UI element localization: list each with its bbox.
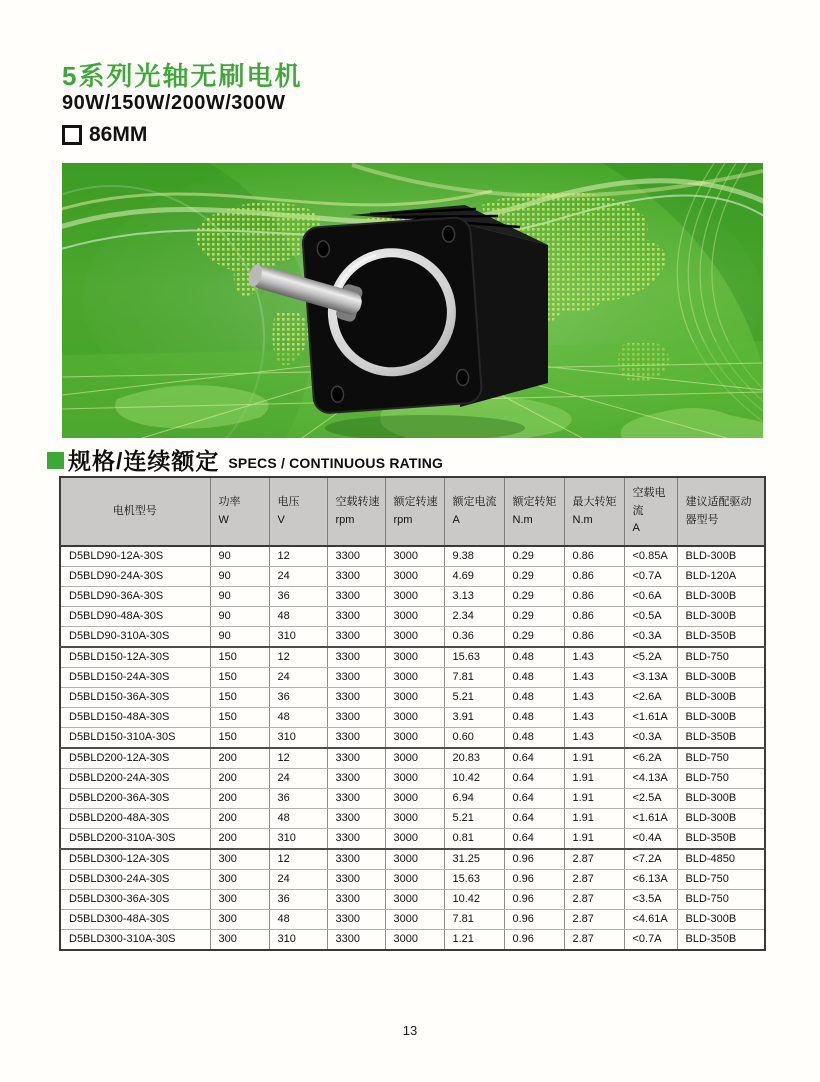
- table-cell: 200: [210, 809, 269, 829]
- table-row: [60, 668, 765, 688]
- table-cell: D5BLD90-310A-30S: [60, 627, 210, 648]
- table-cell: 1.21: [444, 930, 504, 951]
- table-cell: 300: [210, 930, 269, 951]
- table-cell: 3000: [385, 829, 444, 850]
- table-cell: 90: [210, 587, 269, 607]
- table-cell: 10.42: [444, 890, 504, 910]
- table-cell: 15.63: [444, 647, 504, 668]
- table-cell: 24: [269, 870, 327, 890]
- table-cell: 90: [210, 567, 269, 587]
- table-cell: 310: [269, 930, 327, 951]
- table-cell: 3000: [385, 748, 444, 769]
- table-cell: 3000: [385, 546, 444, 567]
- table-cell: 0.48: [504, 728, 564, 749]
- table-cell: 300: [210, 849, 269, 870]
- table-cell: 0.96: [504, 930, 564, 951]
- table-cell: 300: [210, 910, 269, 930]
- table-row: [60, 607, 765, 627]
- column-header: 额定转矩 N.m: [504, 477, 564, 546]
- table-cell: 0.48: [504, 647, 564, 668]
- column-header: 功率 W: [210, 477, 269, 546]
- table-cell: 12: [269, 849, 327, 870]
- table-cell: 20.83: [444, 748, 504, 769]
- column-header: 额定电流 A: [444, 477, 504, 546]
- table-row: [60, 829, 765, 850]
- table-cell: 0.64: [504, 789, 564, 809]
- table-cell: 48: [269, 708, 327, 728]
- table-cell: BLD-300B: [677, 910, 765, 930]
- table-cell: 6.94: [444, 789, 504, 809]
- table-cell: 3300: [327, 668, 385, 688]
- table-cell: 12: [269, 546, 327, 567]
- table-cell: 0.48: [504, 668, 564, 688]
- table-cell: 0.96: [504, 910, 564, 930]
- table-row: [60, 728, 765, 749]
- table-cell: BLD-350B: [677, 627, 765, 648]
- table-cell: 3300: [327, 789, 385, 809]
- motor-banner-image: [62, 163, 763, 438]
- table-cell: BLD-350B: [677, 728, 765, 749]
- table-cell: <6.13A: [624, 870, 677, 890]
- table-row: [60, 748, 765, 769]
- table-cell: D5BLD90-48A-30S: [60, 607, 210, 627]
- table-cell: <0.7A: [624, 930, 677, 951]
- table-cell: 2.87: [564, 890, 624, 910]
- table-cell: 3300: [327, 708, 385, 728]
- table-cell: 3300: [327, 546, 385, 567]
- table-cell: 0.96: [504, 870, 564, 890]
- table-row: [60, 647, 765, 668]
- table-cell: 1.91: [564, 789, 624, 809]
- table-row: [60, 769, 765, 789]
- table-cell: 3.13: [444, 587, 504, 607]
- table-cell: 3300: [327, 809, 385, 829]
- table-cell: 3300: [327, 607, 385, 627]
- table-cell: <4.13A: [624, 769, 677, 789]
- table-cell: 3000: [385, 668, 444, 688]
- table-cell: <1.61A: [624, 809, 677, 829]
- column-header: 电机型号: [60, 477, 210, 546]
- table-cell: 7.81: [444, 668, 504, 688]
- table-cell: 2.87: [564, 930, 624, 951]
- table-cell: D5BLD90-36A-30S: [60, 587, 210, 607]
- table-cell: 0.96: [504, 890, 564, 910]
- table-cell: <3.13A: [624, 668, 677, 688]
- table-cell: 48: [269, 809, 327, 829]
- table-cell: 3000: [385, 930, 444, 951]
- table-cell: 3300: [327, 688, 385, 708]
- table-cell: 3300: [327, 627, 385, 648]
- table-cell: BLD-350B: [677, 829, 765, 850]
- table-cell: <0.85A: [624, 546, 677, 567]
- table-cell: 0.64: [504, 748, 564, 769]
- table-cell: 200: [210, 829, 269, 850]
- table-cell: 200: [210, 789, 269, 809]
- table-row: [60, 567, 765, 587]
- table-cell: 0.86: [564, 607, 624, 627]
- section-title-en: SPECS / CONTINUOUS RATING: [228, 454, 444, 471]
- table-cell: BLD-4850: [677, 849, 765, 870]
- table-cell: D5BLD150-24A-30S: [60, 668, 210, 688]
- page-number: 13: [402, 1023, 418, 1038]
- specs-table: [59, 476, 766, 951]
- table-cell: D5BLD90-24A-30S: [60, 567, 210, 587]
- table-cell: D5BLD200-310A-30S: [60, 829, 210, 850]
- table-row: [60, 870, 765, 890]
- table-cell: 10.42: [444, 769, 504, 789]
- table-cell: 1.43: [564, 728, 624, 749]
- table-cell: 3000: [385, 910, 444, 930]
- table-cell: BLD-300B: [677, 688, 765, 708]
- table-cell: 36: [269, 789, 327, 809]
- table-cell: D5BLD150-48A-30S: [60, 708, 210, 728]
- table-cell: D5BLD300-24A-30S: [60, 870, 210, 890]
- table-row: [60, 890, 765, 910]
- table-row: [60, 627, 765, 648]
- table-cell: <2.6A: [624, 688, 677, 708]
- table-cell: 150: [210, 668, 269, 688]
- table-cell: 2.87: [564, 870, 624, 890]
- table-cell: BLD-300B: [677, 708, 765, 728]
- table-cell: BLD-300B: [677, 789, 765, 809]
- power-range-subtitle: 90W/150W/200W/300W: [62, 92, 286, 114]
- table-cell: 4.69: [444, 567, 504, 587]
- table-cell: 12: [269, 748, 327, 769]
- table-cell: BLD-750: [677, 748, 765, 769]
- table-cell: 3000: [385, 708, 444, 728]
- table-cell: 0.60: [444, 728, 504, 749]
- table-cell: BLD-750: [677, 870, 765, 890]
- table-cell: 3300: [327, 769, 385, 789]
- table-cell: 0.64: [504, 809, 564, 829]
- table-cell: 0.48: [504, 708, 564, 728]
- table-cell: 3000: [385, 870, 444, 890]
- table-cell: 0.96: [504, 849, 564, 870]
- frame-size-label: 86MM: [89, 123, 148, 146]
- specs-table-body: [60, 546, 765, 950]
- table-cell: 1.43: [564, 668, 624, 688]
- table-cell: 200: [210, 748, 269, 769]
- column-header: 电压 V: [269, 477, 327, 546]
- table-cell: <4.61A: [624, 910, 677, 930]
- table-cell: 310: [269, 829, 327, 850]
- table-cell: 0.29: [504, 627, 564, 648]
- page-title: 5系列光轴无刷电机: [62, 61, 303, 91]
- table-cell: 3000: [385, 567, 444, 587]
- table-cell: BLD-300B: [677, 809, 765, 829]
- table-cell: 3300: [327, 748, 385, 769]
- table-cell: BLD-750: [677, 647, 765, 668]
- table-cell: D5BLD300-12A-30S: [60, 849, 210, 870]
- table-cell: 3300: [327, 930, 385, 951]
- table-cell: 310: [269, 627, 327, 648]
- table-cell: 0.29: [504, 546, 564, 567]
- column-header: 建议适配驱动器型号: [677, 477, 765, 546]
- table-cell: 310: [269, 728, 327, 749]
- table-row: [60, 688, 765, 708]
- table-cell: 5.21: [444, 688, 504, 708]
- table-row: [60, 546, 765, 567]
- table-cell: 0.29: [504, 567, 564, 587]
- table-cell: 1.91: [564, 829, 624, 850]
- table-cell: 0.36: [444, 627, 504, 648]
- table-cell: <0.7A: [624, 567, 677, 587]
- section-title-cn: 规格/连续额定: [68, 448, 220, 474]
- table-cell: 1.43: [564, 688, 624, 708]
- table-cell: BLD-300B: [677, 607, 765, 627]
- table-row: [60, 849, 765, 870]
- table-row: [60, 930, 765, 951]
- table-cell: 0.48: [504, 688, 564, 708]
- table-cell: 0.86: [564, 587, 624, 607]
- table-cell: 0.29: [504, 587, 564, 607]
- table-cell: 24: [269, 668, 327, 688]
- table-cell: D5BLD300-48A-30S: [60, 910, 210, 930]
- square-frame-icon: [62, 125, 82, 145]
- table-row: [60, 789, 765, 809]
- table-cell: BLD-350B: [677, 930, 765, 951]
- table-cell: 2.34: [444, 607, 504, 627]
- column-header: 空载电流 A: [624, 477, 677, 546]
- table-cell: D5BLD200-12A-30S: [60, 748, 210, 769]
- table-cell: 3300: [327, 587, 385, 607]
- table-row: [60, 910, 765, 930]
- table-cell: 5.21: [444, 809, 504, 829]
- table-cell: 3300: [327, 870, 385, 890]
- table-cell: <3.5A: [624, 890, 677, 910]
- table-cell: 0.86: [564, 627, 624, 648]
- table-cell: 3300: [327, 910, 385, 930]
- table-cell: <5.2A: [624, 647, 677, 668]
- table-cell: 36: [269, 587, 327, 607]
- table-cell: 3000: [385, 809, 444, 829]
- table-cell: 3300: [327, 890, 385, 910]
- table-cell: 24: [269, 567, 327, 587]
- table-cell: 36: [269, 688, 327, 708]
- table-cell: 1.91: [564, 809, 624, 829]
- table-cell: 3.91: [444, 708, 504, 728]
- table-cell: 36: [269, 890, 327, 910]
- table-cell: BLD-750: [677, 769, 765, 789]
- table-cell: D5BLD150-310A-30S: [60, 728, 210, 749]
- table-cell: 3300: [327, 567, 385, 587]
- table-cell: 3000: [385, 890, 444, 910]
- table-cell: <0.6A: [624, 587, 677, 607]
- table-cell: BLD-300B: [677, 587, 765, 607]
- table-cell: BLD-750: [677, 890, 765, 910]
- table-cell: 15.63: [444, 870, 504, 890]
- table-cell: 3000: [385, 627, 444, 648]
- section-header: [47, 443, 443, 476]
- table-cell: 150: [210, 728, 269, 749]
- table-cell: 0.29: [504, 607, 564, 627]
- table-cell: BLD-300B: [677, 546, 765, 567]
- table-cell: 3000: [385, 728, 444, 749]
- table-cell: 0.64: [504, 829, 564, 850]
- table-cell: <0.3A: [624, 728, 677, 749]
- table-cell: 3300: [327, 647, 385, 668]
- table-cell: 1.43: [564, 647, 624, 668]
- table-cell: 2.87: [564, 849, 624, 870]
- section-bullet-icon: [47, 452, 64, 469]
- column-header: 额定转速 rpm: [385, 477, 444, 546]
- table-cell: 3300: [327, 829, 385, 850]
- table-cell: 3000: [385, 849, 444, 870]
- table-cell: D5BLD150-36A-30S: [60, 688, 210, 708]
- table-cell: 0.64: [504, 769, 564, 789]
- table-row: [60, 587, 765, 607]
- table-cell: 3000: [385, 647, 444, 668]
- table-cell: D5BLD300-310A-30S: [60, 930, 210, 951]
- table-cell: 3300: [327, 728, 385, 749]
- header-row: [60, 477, 765, 546]
- table-cell: 3000: [385, 688, 444, 708]
- table-cell: D5BLD300-36A-30S: [60, 890, 210, 910]
- table-cell: D5BLD90-12A-30S: [60, 546, 210, 567]
- table-cell: 150: [210, 647, 269, 668]
- table-cell: 150: [210, 688, 269, 708]
- column-header: 最大转矩 N.m: [564, 477, 624, 546]
- table-cell: D5BLD200-24A-30S: [60, 769, 210, 789]
- table-cell: 31.25: [444, 849, 504, 870]
- table-cell: 150: [210, 708, 269, 728]
- table-cell: 3000: [385, 607, 444, 627]
- table-cell: 48: [269, 910, 327, 930]
- table-cell: <0.3A: [624, 627, 677, 648]
- table-cell: <6.2A: [624, 748, 677, 769]
- table-cell: BLD-300B: [677, 668, 765, 688]
- frame-size: [62, 123, 147, 147]
- table-cell: <0.4A: [624, 829, 677, 850]
- table-cell: <1.61A: [624, 708, 677, 728]
- table-cell: <7.2A: [624, 849, 677, 870]
- table-cell: 9.38: [444, 546, 504, 567]
- table-cell: 1.43: [564, 708, 624, 728]
- table-cell: 300: [210, 890, 269, 910]
- table-cell: 12: [269, 647, 327, 668]
- table-cell: 48: [269, 607, 327, 627]
- table-cell: D5BLD200-36A-30S: [60, 789, 210, 809]
- table-cell: <2.5A: [624, 789, 677, 809]
- table-cell: D5BLD200-48A-30S: [60, 809, 210, 829]
- table-cell: 3000: [385, 789, 444, 809]
- table-cell: 7.81: [444, 910, 504, 930]
- table-cell: BLD-120A: [677, 567, 765, 587]
- table-cell: 90: [210, 627, 269, 648]
- table-cell: 1.91: [564, 769, 624, 789]
- table-cell: 300: [210, 870, 269, 890]
- table-cell: 0.81: [444, 829, 504, 850]
- table-cell: 200: [210, 769, 269, 789]
- product-banner: [62, 163, 763, 438]
- table-cell: 0.86: [564, 546, 624, 567]
- table-cell: <0.5A: [624, 607, 677, 627]
- table-cell: D5BLD150-12A-30S: [60, 647, 210, 668]
- specs-table-head: [60, 477, 765, 546]
- table-cell: 90: [210, 607, 269, 627]
- table-cell: 24: [269, 769, 327, 789]
- table-cell: 90: [210, 546, 269, 567]
- table-cell: 1.91: [564, 748, 624, 769]
- table-row: [60, 809, 765, 829]
- table-row: [60, 708, 765, 728]
- table-cell: 0.86: [564, 567, 624, 587]
- table-cell: 3000: [385, 587, 444, 607]
- column-header: 空载转速 rpm: [327, 477, 385, 546]
- table-cell: 3300: [327, 849, 385, 870]
- table-cell: 2.87: [564, 910, 624, 930]
- table-cell: 3000: [385, 769, 444, 789]
